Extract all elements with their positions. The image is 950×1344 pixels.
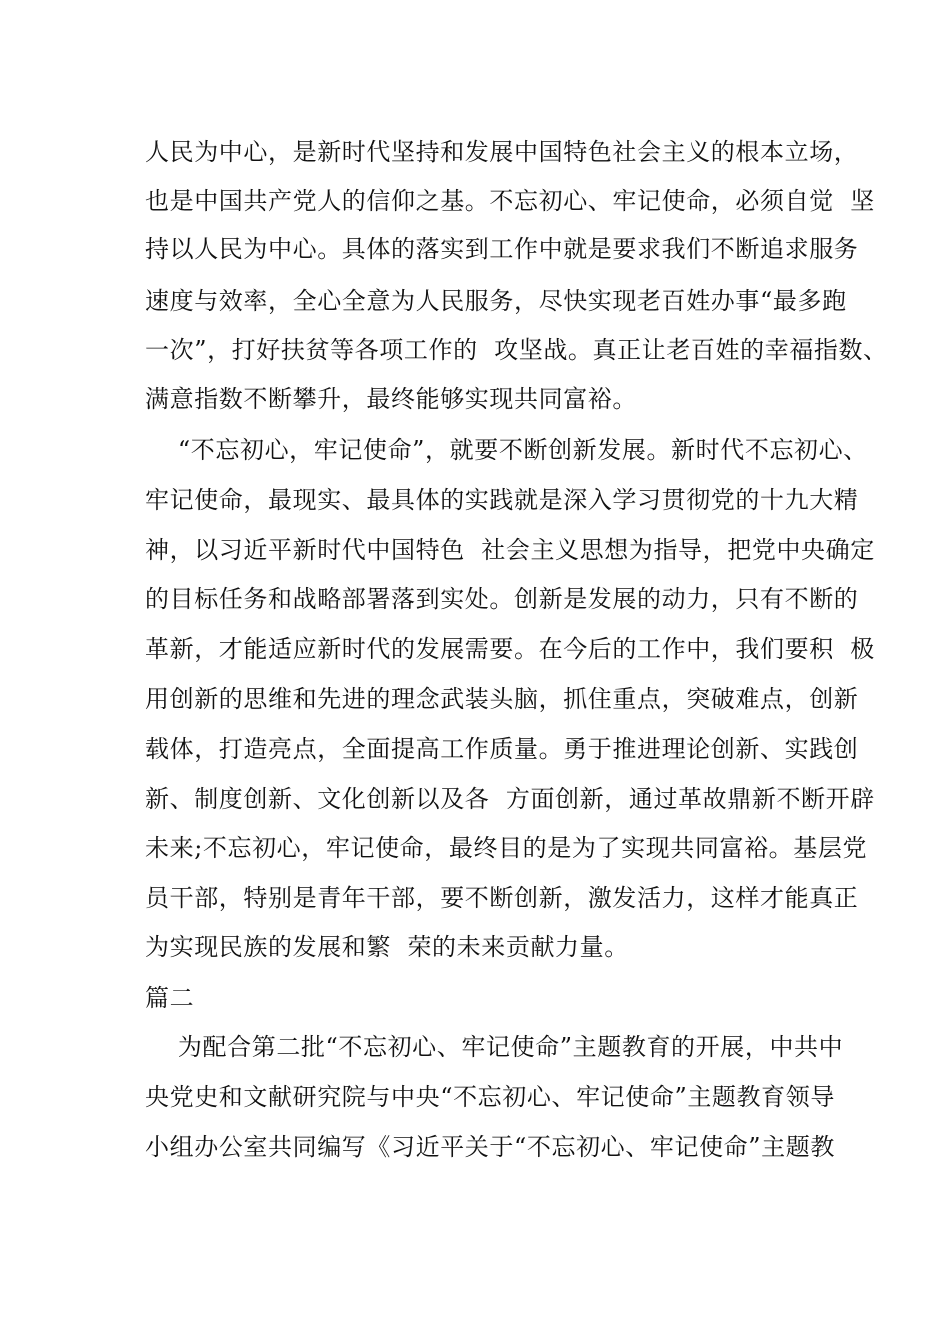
text-line: 牢记使命，最现实、最具体的实践就是深入学习贯彻党的十九大精 xyxy=(145,486,859,514)
text-line: 神，以习近平新时代中国特色 社会主义思想为指导，把党中央确定 xyxy=(145,536,875,564)
text-line: 载体，打造亮点，全面提高工作质量。勇于推进理论创新、实践创 xyxy=(145,735,859,763)
text-line: 人民为中心，是新时代坚持和发展中国特色社会主义的根本立场， xyxy=(145,138,859,166)
text-line: 小组办公室共同编写《习近平关于“不忘初心、牢记使命”主题教 xyxy=(145,1133,835,1161)
text-line: 员干部，特别是青年干部，要不断创新，激发活力，这样才能真正 xyxy=(145,884,859,912)
text-line: “不忘初心，牢记使命”，就要不断创新发展。新时代不忘初心、 xyxy=(145,436,868,464)
text-line: 满意指数不断攀升，最终能够实现共同富裕。 xyxy=(145,385,637,413)
text-line: 持以人民为中心。具体的落实到工作中就是要求我们不断追求服务 xyxy=(145,235,859,263)
text-line: 央党史和文献研究院与中央“不忘初心、牢记使命”主题教育领导 xyxy=(145,1083,835,1111)
text-line: 为实现民族的发展和繁 荣的未来贡献力量。 xyxy=(145,933,629,961)
text-line: 用创新的思维和先进的理念武装头脑，抓住重点，突破难点，创新 xyxy=(145,685,859,713)
text-line: 的目标任务和战略部署落到实处。创新是发展的动力，只有不断的 xyxy=(145,585,859,613)
text-line: 速度与效率，全心全意为人民服务，尽快实现老百姓办事“最多跑 xyxy=(145,287,847,315)
text-line: 一次”，打好扶贫等各项工作的 攻坚战。真正让老百姓的幸福指数、 xyxy=(145,336,888,364)
text-line: 也是中国共产党人的信仰之基。不忘初心、牢记使命，必须自觉 坚 xyxy=(145,187,875,215)
text-line: 为配合第二批“不忘初心、牢记使命”主题教育的开展，中共中 xyxy=(145,1033,844,1061)
section-heading: 篇二 xyxy=(145,984,195,1012)
text-line: 未来;不忘初心，牢记使命，最终目的是为了实现共同富裕。基层党 xyxy=(145,834,868,862)
text-line: 新、制度创新、文化创新以及各 方面创新，通过革故鼎新不断开辟 xyxy=(145,785,875,813)
text-line: 革新，才能适应新时代的发展需要。在今后的工作中，我们要积 极 xyxy=(145,635,875,663)
